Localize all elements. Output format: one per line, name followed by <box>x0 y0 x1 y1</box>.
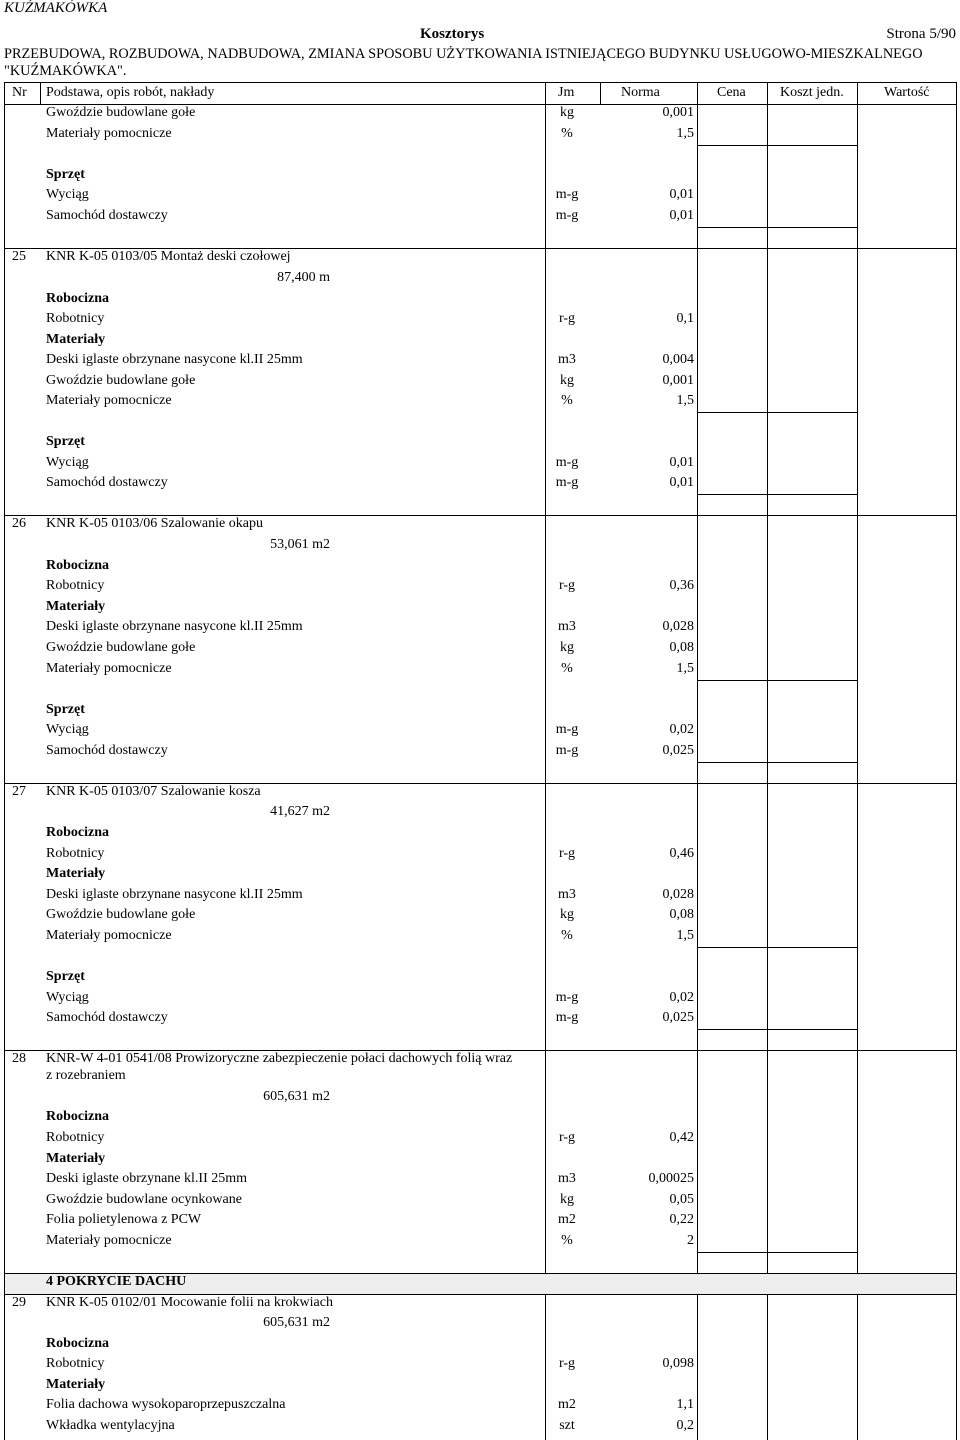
resource-name: Materiały pomocnicze <box>46 393 172 408</box>
resource-norm: 1,1 <box>676 1397 694 1412</box>
resource-unit: m3 <box>558 619 576 634</box>
position-number: 25 <box>12 249 26 264</box>
subtotal-line <box>698 412 858 413</box>
resource-norm: 0,098 <box>662 1356 694 1371</box>
resource-norm: 0,46 <box>669 846 694 861</box>
resource-name: Gwoździe budowlane gołe <box>46 640 196 655</box>
resource-name: Folia polietylenowa z PCW <box>46 1212 202 1227</box>
resource-name: Samochód dostawczy <box>46 475 168 490</box>
col-header-wartosc: Wartość <box>884 85 930 100</box>
resource-name: Samochód dostawczy <box>46 743 168 758</box>
page-number: Strona 5/90 <box>886 26 956 42</box>
resource-norm: 0,025 <box>662 743 694 758</box>
resource-norm: 0,001 <box>662 105 694 120</box>
resource-norm: 0,01 <box>669 208 694 223</box>
col-header-norma: Norma <box>621 85 660 100</box>
category-label: Sprzęt <box>46 434 85 449</box>
resource-norm: 0,01 <box>669 187 694 202</box>
subtotal-line <box>698 1252 858 1253</box>
resource-norm: 0,08 <box>669 640 694 655</box>
resource-name: Folia dachowa wysokoparoprzepuszczalna <box>46 1397 286 1412</box>
resource-name: Samochód dostawczy <box>46 208 168 223</box>
resource-name: Gwoździe budowlane gołe <box>46 907 196 922</box>
resource-norm: 0,08 <box>669 907 694 922</box>
position-description-cont: z rozebraniem <box>46 1068 126 1083</box>
position-quantity: 53,061 m2 <box>270 537 330 552</box>
resource-norm: 0,02 <box>669 990 694 1005</box>
resource-unit: m2 <box>558 1397 576 1412</box>
category-label: Sprzęt <box>46 702 85 717</box>
position-description: KNR K-05 0102/01 Mocowanie folii na krokwiach <box>46 1295 333 1310</box>
col-header-desc: Podstawa, opis robót, nakłady <box>46 85 215 100</box>
resource-norm: 1,5 <box>676 393 694 408</box>
resource-unit: % <box>561 661 573 676</box>
subtotal-line <box>698 947 858 948</box>
subtotal-line <box>698 680 858 681</box>
resource-unit: kg <box>560 373 574 388</box>
resource-norm: 0,01 <box>669 455 694 470</box>
resource-norm: 0,02 <box>669 722 694 737</box>
resource-unit: r-g <box>558 311 576 326</box>
company-name: KUŹMAKÓWKA <box>4 0 108 16</box>
category-label: Materiały <box>46 866 106 881</box>
subtotal-line <box>698 494 858 495</box>
resource-name: Deski iglaste obrzynane nasycone kl.II 25mm <box>46 619 303 634</box>
category-label: Robocizna <box>46 558 109 573</box>
header-divider <box>40 82 41 104</box>
resource-unit: m-g <box>555 475 579 490</box>
col-header-jm: Jm <box>558 85 575 100</box>
resource-norm: 0,22 <box>669 1212 694 1227</box>
resource-norm: 0,1 <box>676 311 694 326</box>
resource-norm: 1,5 <box>676 661 694 676</box>
col-header-koszt: Koszt jedn. <box>780 85 844 100</box>
category-label: Materiały <box>46 332 106 347</box>
resource-unit: m-g <box>555 187 579 202</box>
resource-name: Robotnicy <box>46 311 105 326</box>
resource-unit: m-g <box>555 990 579 1005</box>
resource-name: Deski iglaste obrzynane kl.II 25mm <box>46 1171 248 1186</box>
resource-norm: 0,028 <box>662 887 694 902</box>
category-label: Robocizna <box>46 1109 109 1124</box>
resource-name: Deski iglaste obrzynane nasycone kl.II 25mm <box>46 352 303 367</box>
category-label: Sprzęt <box>46 167 85 182</box>
resource-name: Robotnicy <box>46 578 105 593</box>
resource-norm: 0,36 <box>669 578 694 593</box>
resource-unit: kg <box>560 1192 574 1207</box>
resource-unit: kg <box>560 907 574 922</box>
resource-name: Deski iglaste obrzynane nasycone kl.II 25mm <box>46 887 303 902</box>
resource-unit: % <box>561 126 573 141</box>
resource-name: Samochód dostawczy <box>46 1010 168 1025</box>
header-top-line <box>4 82 957 83</box>
resource-norm: 0,004 <box>662 352 694 367</box>
resource-norm: 0,05 <box>669 1192 694 1207</box>
position-quantity: 41,627 m2 <box>270 804 330 819</box>
subtotal-line <box>698 1029 858 1030</box>
resource-name: Materiały pomocnicze <box>46 1233 172 1248</box>
resource-unit: r-g <box>558 1130 576 1145</box>
resource-norm: 0,001 <box>662 373 694 388</box>
position-number: 26 <box>12 516 26 531</box>
position-quantity: 605,631 m2 <box>263 1089 330 1104</box>
resource-unit: m-g <box>555 455 579 470</box>
resource-name: Robotnicy <box>46 1130 105 1145</box>
koszt-column-divider <box>857 104 858 1440</box>
resource-name: Wyciąg <box>46 722 89 737</box>
resource-unit: m2 <box>558 1212 576 1227</box>
resource-name: Materiały pomocnicze <box>46 126 172 141</box>
header-divider <box>767 82 768 104</box>
section-title: 4 POKRYCIE DACHU <box>46 1274 187 1289</box>
resource-norm: 0,025 <box>662 1010 694 1025</box>
resource-name: Materiały pomocnicze <box>46 661 172 676</box>
position-number: 29 <box>12 1295 26 1310</box>
resource-unit: % <box>561 928 573 943</box>
resource-name: Gwoździe budowlane gołe <box>46 373 196 388</box>
resource-unit: % <box>561 393 573 408</box>
category-label: Robocizna <box>46 825 109 840</box>
category-label: Materiały <box>46 1151 106 1166</box>
resource-unit: m-g <box>555 743 579 758</box>
resource-name: Wyciąg <box>46 990 89 1005</box>
subtotal-line <box>698 227 858 228</box>
position-number: 27 <box>12 784 26 799</box>
cena-column-divider <box>767 104 768 1440</box>
resource-unit: r-g <box>558 846 576 861</box>
resource-unit: m-g <box>555 1010 579 1025</box>
resource-norm: 1,5 <box>676 928 694 943</box>
header-divider <box>600 82 601 104</box>
subtotal-line <box>698 762 858 763</box>
resource-norm: 2 <box>687 1233 694 1248</box>
resource-unit: kg <box>560 105 574 120</box>
subtotal-line <box>698 145 858 146</box>
resource-name: Materiały pomocnicze <box>46 928 172 943</box>
resource-norm: 0,028 <box>662 619 694 634</box>
resource-name: Wyciąg <box>46 187 89 202</box>
position-description: KNR-W 4-01 0541/08 Prowizoryczne zabezpieczenie połaci dachowych folią wraz <box>46 1051 513 1066</box>
category-label: Materiały <box>46 1377 106 1392</box>
position-description: KNR K-05 0103/05 Montaż deski czołowej <box>46 249 291 264</box>
resource-name: Robotnicy <box>46 846 105 861</box>
resource-unit: % <box>561 1233 573 1248</box>
resource-unit: m3 <box>558 887 576 902</box>
category-label: Robocizna <box>46 291 109 306</box>
position-number: 28 <box>12 1051 26 1066</box>
col-header-nr: Nr <box>12 85 27 100</box>
resource-norm: 0,00025 <box>648 1171 694 1186</box>
header-divider <box>857 82 858 104</box>
position-quantity: 605,631 m2 <box>263 1315 330 1330</box>
resource-norm: 0,01 <box>669 475 694 490</box>
category-label: Sprzęt <box>46 969 85 984</box>
project-title-line2: "KUŹMAKÓWKA". <box>4 63 127 79</box>
col-header-cena: Cena <box>717 85 746 100</box>
project-title-line1: PRZEBUDOWA, ROZBUDOWA, NADBUDOWA, ZMIANA SPOSOBU UŻYTKOWANIA ISTNIEJĄCEGO BUDYNKU USŁUGOWO-MIESZKALNEGO <box>4 46 923 62</box>
resource-unit: kg <box>560 640 574 655</box>
category-label: Materiały <box>46 599 106 614</box>
resource-name: Gwoździe budowlane ocynkowane <box>46 1192 242 1207</box>
table-right-border <box>956 82 957 1440</box>
resource-name: Wyciąg <box>46 455 89 470</box>
table-left-border <box>4 82 5 1440</box>
position-description: KNR K-05 0103/06 Szalowanie okapu <box>46 516 263 531</box>
resource-unit: m-g <box>555 208 579 223</box>
resource-unit: r-g <box>558 578 576 593</box>
resource-norm: 1,5 <box>676 126 694 141</box>
norma-column-divider <box>697 104 698 1440</box>
resource-unit: m-g <box>555 722 579 737</box>
category-label: Robocizna <box>46 1336 109 1351</box>
resource-norm: 0,2 <box>676 1418 694 1433</box>
header-divider <box>697 82 698 104</box>
document-title: Kosztorys <box>420 26 485 42</box>
resource-name: Robotnicy <box>46 1356 105 1371</box>
position-quantity: 87,400 m <box>277 270 330 285</box>
resource-unit: m3 <box>558 352 576 367</box>
resource-name: Wkładka wentylacyjna <box>46 1418 175 1433</box>
header-divider <box>545 82 546 104</box>
resource-norm: 0,42 <box>669 1130 694 1145</box>
resource-unit: m3 <box>558 1171 576 1186</box>
resource-unit: r-g <box>558 1356 576 1371</box>
resource-unit: szt <box>559 1418 575 1433</box>
resource-name: Gwoździe budowlane gołe <box>46 105 196 120</box>
position-description: KNR K-05 0103/07 Szalowanie kosza <box>46 784 261 799</box>
